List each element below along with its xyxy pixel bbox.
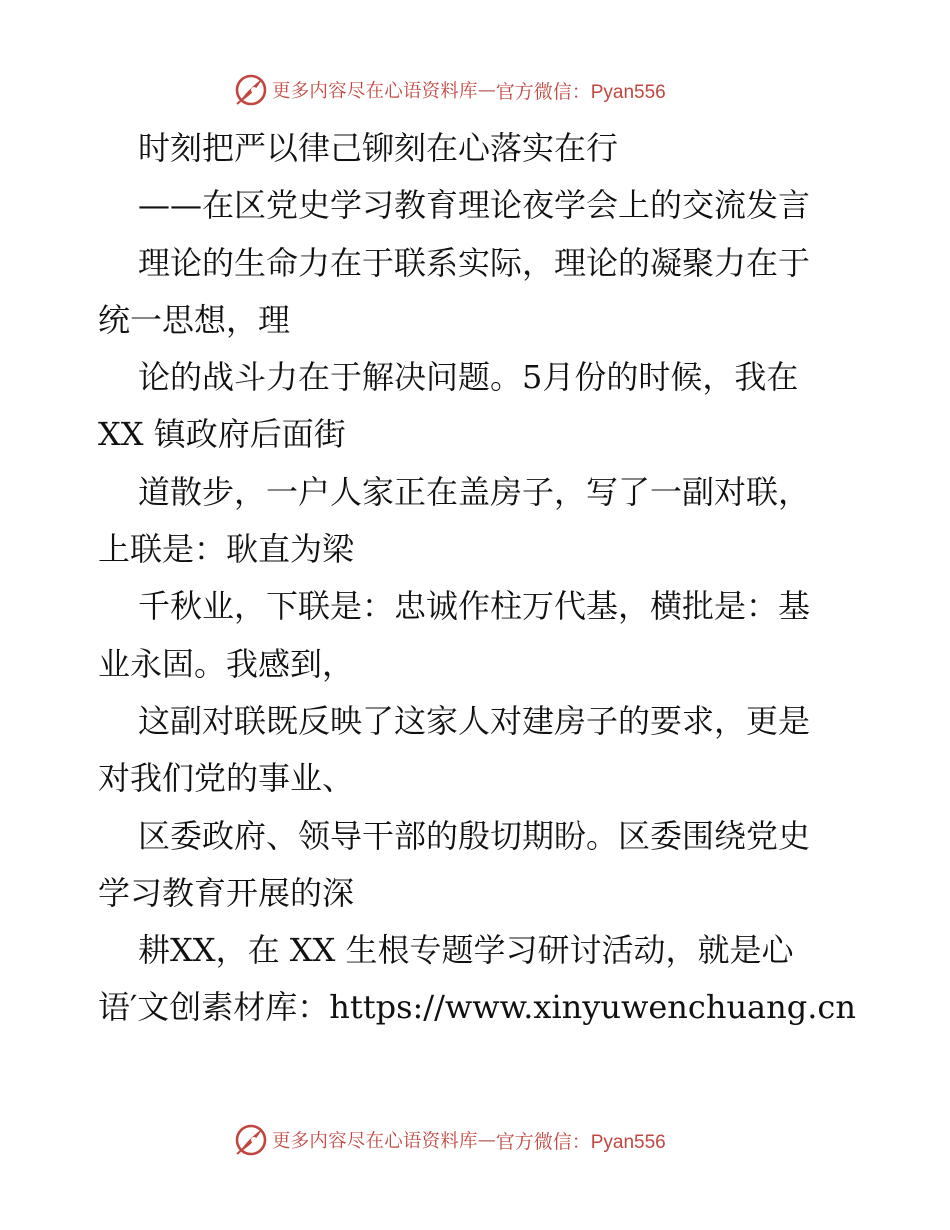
paragraph-line: 上联是：耿直为梁 — [98, 530, 355, 569]
footer-banner-account: 官方微信：Pyan556 — [495, 1131, 666, 1153]
header-banner-separator: — — [477, 79, 496, 101]
quill-pen-logo-icon — [234, 1123, 268, 1157]
paragraph-line: 业永固。我感到， — [98, 644, 355, 683]
source-url-line: 语′文创素材库：https://www.xinyuwenchuang.cn — [98, 988, 856, 1027]
paragraph-line: 理论的生命力在于联系实际，理论的凝聚力在于 — [138, 243, 811, 282]
paragraph-line: 统一思想，理 — [98, 300, 291, 339]
paragraph-line: 论的战斗力在于解决问题。5月份的时候，我在 — [138, 358, 799, 397]
footer-banner-text: 更多内容尽在心语资料库 — [272, 1131, 478, 1152]
paragraph-line: 耕XX，在 XX 生根专题学习研讨活动，就是心 — [138, 931, 794, 970]
quill-pen-logo-icon — [234, 73, 268, 107]
paragraph-line: 对我们党的事业、 — [98, 759, 355, 798]
paragraph-line: XX 镇政府后面街 — [98, 415, 346, 454]
document-subtitle: ——在区党史学习教育理论夜学会上的交流发言 — [138, 186, 811, 225]
paragraph-line: 区委政府、领导干部的殷切期盼。区委围绕党史 — [138, 816, 811, 855]
paragraph-line: 道散步，一户人家正在盖房子，写了一副对联， — [138, 472, 811, 511]
document-title: 时刻把严以律己铆刻在心落实在行 — [138, 129, 619, 167]
header-banner-account: 官方微信：Pyan556 — [495, 81, 666, 103]
paragraph-line: 千秋业，下联是：忠诚作柱万代基，横批是：基 — [138, 587, 811, 626]
footer-banner-separator: — — [477, 1129, 496, 1151]
paragraph-line: 这副对联既反映了这家人对建房子的要求，更是 — [138, 701, 811, 740]
footer-banner — [234, 1123, 714, 1157]
paragraph-line: 学习教育开展的深 — [98, 873, 355, 912]
document-body — [98, 120, 858, 1037]
header-banner-text: 更多内容尽在心语资料库 — [272, 81, 478, 102]
header-banner — [234, 73, 714, 107]
